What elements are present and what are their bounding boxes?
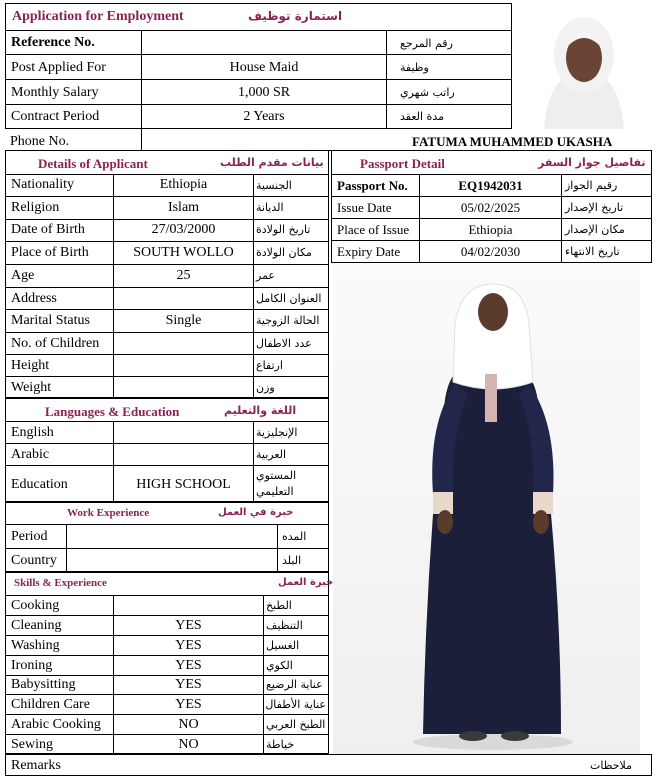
remarks-label: Remarks bbox=[11, 758, 61, 773]
cleaning-label: Cleaning bbox=[11, 618, 62, 633]
issue-date-label-ar: تاريخ الإصدار bbox=[565, 201, 624, 214]
cooking-label-ar: الطبخ bbox=[266, 599, 292, 612]
education-label: Education bbox=[11, 477, 68, 492]
english-label-ar: الإنجليزية bbox=[256, 426, 298, 439]
sewing-label-ar: خياطة bbox=[266, 738, 295, 751]
languages-title-ar: اللغة والتعليم bbox=[224, 404, 297, 417]
religion-value: Islam bbox=[167, 200, 200, 215]
pob-label-ar: مكان الولادة bbox=[256, 246, 312, 259]
dob-label-ar: تاريخ الولادة bbox=[256, 223, 311, 236]
height-label: Height bbox=[11, 358, 50, 373]
cooking-label: Cooking bbox=[11, 598, 60, 613]
religion-label-ar: الديانة bbox=[256, 201, 284, 214]
pob-label: Place of Birth bbox=[11, 245, 89, 260]
nationality-value: Ethiopia bbox=[159, 177, 208, 192]
education-label-ar-2: التعليمي bbox=[256, 485, 294, 498]
salary-label: Monthly Salary bbox=[11, 85, 99, 100]
ironing-label: Ironing bbox=[11, 658, 53, 673]
full-body-photo bbox=[333, 264, 640, 754]
header-title-en: Application for Employment bbox=[12, 9, 184, 24]
children-care-value: YES bbox=[175, 697, 202, 712]
washing-value: YES bbox=[175, 638, 202, 653]
babysitting-label: Babysitting bbox=[11, 677, 76, 692]
issue-date-value: 05/02/2025 bbox=[460, 200, 521, 215]
marital-label: Marital Status bbox=[11, 313, 90, 328]
religion-label: Religion bbox=[11, 200, 60, 215]
babysitting-value: YES bbox=[175, 677, 202, 692]
header-title-ar: استمارة توظيف bbox=[248, 9, 343, 23]
languages-title-en: Languages & Education bbox=[45, 404, 180, 419]
children-label: No. of Children bbox=[11, 336, 100, 351]
cleaning-label-ar: التنظيف bbox=[266, 619, 303, 632]
address-label-ar: العنوان الكامل bbox=[256, 292, 322, 305]
babysitting-label-ar: عناية الرضيع bbox=[266, 678, 323, 691]
arabic-label-ar: العربية bbox=[256, 448, 287, 461]
cleaning-value: YES bbox=[175, 618, 202, 633]
portrait-photo bbox=[514, 3, 654, 129]
age-value: 25 bbox=[176, 268, 191, 283]
passport-no-value: EQ1942031 bbox=[458, 178, 523, 193]
education-label-ar-1: المستوي bbox=[256, 469, 297, 482]
arabic-label: Arabic bbox=[11, 447, 50, 462]
remarks-row bbox=[5, 754, 652, 776]
address-label: Address bbox=[11, 291, 57, 306]
nationality-label: Nationality bbox=[11, 177, 74, 192]
nationality-label-ar: الجنسية bbox=[256, 179, 292, 192]
dob-label: Date of Birth bbox=[11, 222, 85, 237]
applicant-name: FATUMA MUHAMMED UKASHA bbox=[412, 134, 613, 149]
contract-value: 2 Years bbox=[243, 109, 285, 124]
skills-title-ar: خبرة العمل bbox=[278, 577, 334, 588]
arabic-cooking-value: NO bbox=[178, 717, 199, 732]
post-label-ar: وظيفة bbox=[400, 61, 429, 74]
place-issue-value: Ethiopia bbox=[468, 222, 513, 237]
sewing-value: NO bbox=[178, 737, 199, 752]
salary-value: 1,000 SR bbox=[237, 85, 291, 100]
ironing-label-ar: الكوي bbox=[266, 659, 293, 672]
country-label-ar: البلد bbox=[282, 554, 302, 567]
expiry-date-value: 04/02/2030 bbox=[460, 244, 521, 259]
passport-no-label: Passport No. bbox=[337, 178, 408, 193]
sewing-label: Sewing bbox=[11, 737, 53, 752]
place-issue-label-ar: مكان الإصدار bbox=[565, 223, 625, 236]
height-label-ar: ارتفاع bbox=[256, 359, 283, 372]
washing-label-ar: الغسيل bbox=[266, 639, 300, 652]
age-label-ar: عمر bbox=[256, 269, 275, 282]
expiry-date-label: Expiry Date bbox=[337, 244, 401, 259]
children-label-ar: عدد الاطفال bbox=[256, 337, 312, 350]
phone-label: Phone No. bbox=[10, 134, 70, 149]
passport-title-en: Passport Detail bbox=[360, 156, 445, 171]
country-label: Country bbox=[11, 553, 57, 568]
pob-value: SOUTH WOLLO bbox=[133, 245, 234, 260]
weight-label: Weight bbox=[11, 380, 52, 395]
age-label: Age bbox=[11, 268, 35, 283]
issue-date-label: Issue Date bbox=[337, 200, 392, 215]
ironing-value: YES bbox=[175, 658, 202, 673]
contract-label: Contract Period bbox=[11, 109, 100, 124]
period-label: Period bbox=[11, 529, 48, 544]
reference-label: Reference No. bbox=[11, 35, 95, 50]
children-care-label: Children Care bbox=[11, 697, 90, 712]
passport-title-ar: تفاصيل جواز السفر bbox=[538, 156, 646, 169]
washing-label: Washing bbox=[11, 638, 60, 653]
details-title-en: Details of Applicant bbox=[38, 156, 148, 171]
arabic-cooking-label-ar: الطبخ العربي bbox=[266, 718, 326, 731]
salary-label-ar: راتب شهري bbox=[400, 86, 455, 99]
work-title-en: Work Experience bbox=[67, 507, 150, 519]
period-label-ar: المده bbox=[282, 530, 307, 543]
skills-title-en: Skills & Experience bbox=[14, 577, 107, 589]
contract-label-ar: مدة العقد bbox=[400, 110, 444, 123]
english-label: English bbox=[11, 425, 54, 440]
dob-value: 27/03/2000 bbox=[151, 222, 216, 237]
marital-value: Single bbox=[165, 313, 202, 328]
post-label: Post Applied For bbox=[11, 60, 106, 75]
remarks-label-ar: ملاحظات bbox=[590, 759, 632, 772]
weight-label-ar: وزن bbox=[256, 381, 275, 394]
reference-label-ar: رقم المرجع bbox=[400, 37, 453, 50]
work-title-ar: خبرة في العمل bbox=[218, 507, 294, 518]
passport-no-label-ar: رقيم الجواز bbox=[565, 179, 618, 192]
arabic-cooking-label: Arabic Cooking bbox=[11, 717, 101, 732]
children-care-label-ar: عناية الأطفال bbox=[265, 698, 326, 711]
post-value: House Maid bbox=[229, 60, 299, 75]
details-title-ar: بيانات مقدم الطلب bbox=[220, 156, 324, 169]
marital-label-ar: الحالة الزوجية bbox=[256, 314, 320, 327]
place-issue-label: Place of Issue bbox=[337, 222, 410, 237]
expiry-date-label-ar: تاريخ الانتهاء bbox=[565, 245, 620, 258]
education-value: HIGH SCHOOL bbox=[136, 477, 231, 492]
